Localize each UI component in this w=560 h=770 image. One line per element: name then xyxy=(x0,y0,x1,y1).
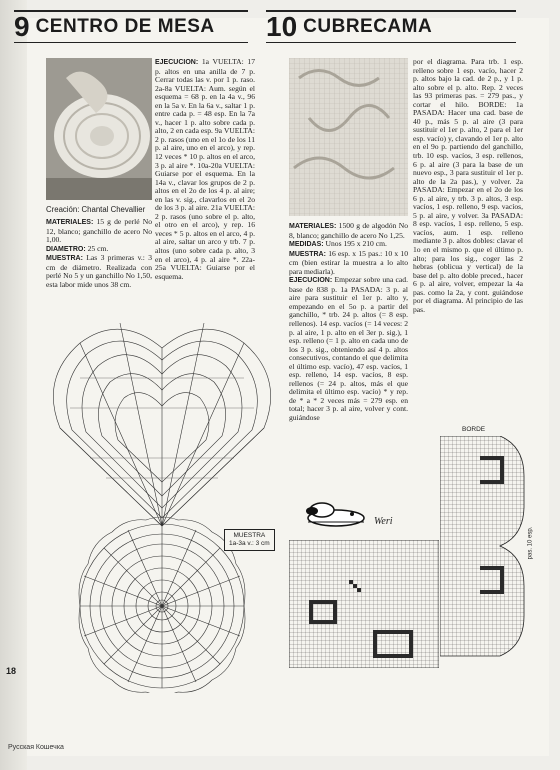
section-9-instructions xyxy=(155,58,255,281)
sample-heading: MUESTRA: xyxy=(46,255,83,263)
materials-text: 15 g de perlé No 12, blanco; ganchillo de acero No 1,00. xyxy=(46,217,152,245)
section-10-instructions-continued: por el diagrama. Para trb. 1 esp. relleno sobre 1 esp. vacío, hacer 2 p. altos bajo la cad. de 2 p., y 1 p. alto sobre el p. alto. Rep. 2 veces las 93 primeras pas. = 279 pas., y cortar el hilo. BORDE: 1a PASADA: Hacer una cad. base de 40 p., más 5 p. al aire (3 para sustituir el 1er p. alto, 2 para el 1er esp. vacío) y, clavando el 1er p. alto en el 9o p. partiendo del ganchillo, trb. 10 esp. vacíos, 3 esp. rellenos, 6 p. al aire (3 para la base de un nuevo esp., 3 para sustituir el 1er p. alto de la 2a pas.), y volver. 2a PASADA: Empezar en el 2o de los 6 p. al aire, y trb. 3 p. altos, 3 esp. vacíos, 1 esp. relleno, 9 esp. vacíos, 5 p. al aire, y volver. 3a PASADA: 8 esp. vacíos, 1 esp. relleno, 5 esp. vacíos, aum. 1 esp. relleno mediante 3 p. altos dobles: clavar el 1o en el mismo p. que el último p. alto; para los sig., coger las 2 hebras (oblicua y vertical) de la base del p. alto doble preced., hacer 6 p. al aire, volver, empezar la 4a pas. como la 2a, y cont. guiándose por el diagrama. Al principio de las pas. xyxy=(413,57,523,314)
bedspread-photo-art xyxy=(289,58,408,216)
measures-text: Unos 195 x 210 cm. xyxy=(325,239,387,249)
diagram-sample-label xyxy=(224,529,275,551)
footer-watermark: Русская Кошечка xyxy=(8,744,64,751)
snoopy-logo xyxy=(300,492,372,532)
materials-heading: MATERIALES: xyxy=(46,219,94,226)
diameter-heading: DIAMETRO: xyxy=(46,245,86,253)
section-10-header xyxy=(266,10,516,43)
signature: Weri xyxy=(374,516,393,527)
border-chart-label: BORDE xyxy=(462,426,486,433)
sample-text: 16 esp. x 15 pas.: 10 x 10 cm (bien estirar la muestra a lo alto para mediarla). xyxy=(289,248,408,276)
section-9-specs xyxy=(46,218,152,289)
execution-heading: EJECUCION: xyxy=(155,59,199,66)
execution-text: 1a VUELTA: 17 p. altos en una anilla de 7 p. Cerrar todas las v. por 1 p. raso. 2a-8a VUELTA: Aum. según el esquema = 68 p. en la 4a v., 96 en la 5a v. En la 6a v., saltar 1 p. entre cada p. = 48 esp. En la 7a v., hacer 1 p. alto sobre cada p. alto, 2 en cada esp. 9a VUELTA: 2 p. rasos (uno en el 1o de los 11 p. al aire, uno en el arco), y rep. 12 veces * 10 p. altos en el arco, 3 p. al aire *. 10a-20a VUELTA: Guiarse por el esquema. En la 14a v., clavar los grupos de 2 p. altos en el 2o de los 4 p. al aire; en las v. sig., clavarlos en el 2o de los 3 p. al aire. 21a VUELTA: 2 p. rasos (uno sobre el p. alto, el otro en el arco), y rep. 16 veces * 5 p. altos en el arco, 4 p. al aire, saltar un arco y trb. 7 p. altos (uno sobre cada p. alto, 3 en el arco), 4 p. al aire *. 22a-25a VUELTA: Guiarse por el esquema. xyxy=(155,57,255,281)
bedspread-photo xyxy=(289,58,408,216)
section-10-specs xyxy=(289,222,408,423)
measures-heading: MEDIDAS: xyxy=(289,241,324,249)
page-number: 18 xyxy=(6,666,17,676)
section-9-number: 9 xyxy=(14,11,30,42)
diameter-text: 25 cm. xyxy=(87,243,109,253)
bedspread-chart xyxy=(289,540,439,668)
design-credit: Creación: Chantal Chevallier xyxy=(46,205,146,214)
section-10-title: CUBRECAMA xyxy=(303,16,433,37)
page-spine xyxy=(0,0,27,770)
section-9-title: CENTRO DE MESA xyxy=(35,16,215,37)
execution-heading: EJECUCION: xyxy=(289,277,333,285)
materials-heading: MATERIALES: xyxy=(289,223,337,230)
section-9-header xyxy=(14,10,248,43)
border-chart xyxy=(440,436,526,666)
section-10-number: 10 xyxy=(266,11,298,42)
execution-text: Empezar sobre una cad. base de 838 p. 1a PASADA: 3 p. al aire para sustituir el 1er p. alto y, empezando en el 5o p. a partir del ganchillo, * trb. 24 p. altos (= 8 esp. rellenos). 14 esp. vacíos (= 14 veces: 2 p. al aire, 1 p. alto en el 3er p. sig.), 1 esp. relleno (= 1 p. alto en cada uno de los 3 p. sig., obteniendo así 4 p. altos consecutivos, contando el que delimita el último esp. vacío), 47 esp. vacíos, 1 esp. relleno, 14 esp. vacíos, 8 esp. rellenos (= 24 p. altos, más el que delimita el último esp. vacío) * y rep. de * a * 2 veces más = 279 esp. en total; hacer 3 p. al aire, volver y cont. guiándose xyxy=(289,275,408,423)
doily-photo xyxy=(46,58,152,200)
diagram-label-sub: 1a-3a v.: 3 cm xyxy=(229,540,270,547)
materials-text: 1500 g de algodón No 8, blanco; ganchillo de acero No 1,25. xyxy=(289,221,408,240)
doily-photo-art xyxy=(46,58,152,200)
diagram-label-title: MUESTRA xyxy=(233,532,266,539)
sample-text: Las 3 primeras v.: 3 cm de diámetro. Realizada con perlé No 5 y un ganchillo No 1,50, esta labor mide unos 38 cm. xyxy=(46,253,152,289)
doily-diagram xyxy=(40,318,284,693)
sample-heading: MUESTRA: xyxy=(289,250,326,258)
border-side-label: pas. 10 esp. xyxy=(527,526,534,560)
